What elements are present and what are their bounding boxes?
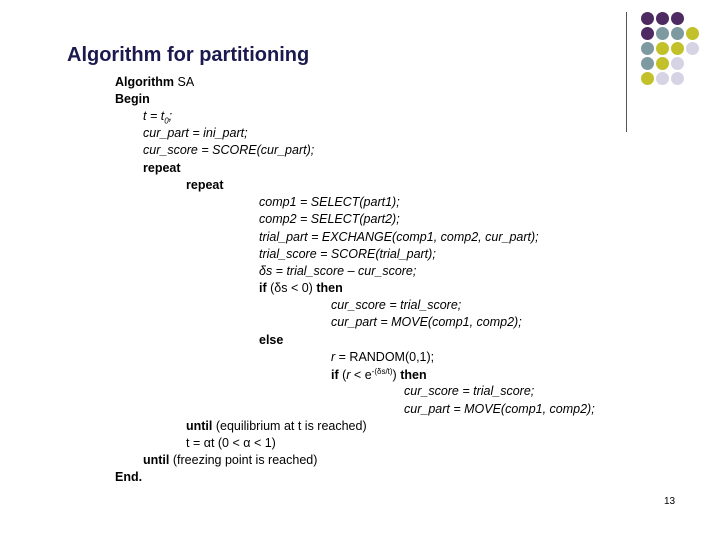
decor-dot bbox=[656, 72, 669, 85]
code-line: $t = t_0$; bbox=[143, 109, 173, 126]
decor-dot bbox=[686, 42, 699, 55]
code-line: trial_part = EXCHANGE(comp1, comp2, cur_part); bbox=[259, 230, 539, 244]
decor-dot bbox=[656, 27, 669, 40]
code-line: if (δs < 0) then bbox=[259, 281, 343, 295]
decor-dot bbox=[641, 57, 654, 70]
code-line: cur_part = ini_part; bbox=[143, 126, 248, 140]
code-line: Begin bbox=[115, 92, 150, 106]
code-line: cur_part = MOVE(comp1, comp2); bbox=[404, 402, 595, 416]
decor-dot bbox=[671, 57, 684, 70]
decor-dot bbox=[671, 12, 684, 25]
code-line: trial_score = SCORE(trial_part); bbox=[259, 247, 436, 261]
code-line: δs = trial_score – cur_score; bbox=[259, 264, 417, 278]
code-line: t = αt (0 < α < 1) bbox=[186, 436, 276, 450]
decor-dot bbox=[656, 12, 669, 25]
code-line: comp1 = SELECT(part1); bbox=[259, 195, 400, 209]
decor-dot bbox=[641, 42, 654, 55]
decor-dot bbox=[656, 57, 669, 70]
decor-dot bbox=[641, 12, 654, 25]
code-line: Algorithm SA bbox=[115, 75, 195, 89]
decor-dot bbox=[671, 72, 684, 85]
code-line: until (equilibrium at t is reached) bbox=[186, 419, 367, 433]
decor-dot bbox=[641, 27, 654, 40]
decor-dot bbox=[671, 27, 684, 40]
decor-dot bbox=[656, 42, 669, 55]
decor-dot bbox=[671, 42, 684, 55]
code-line: until (freezing point is reached) bbox=[143, 453, 318, 467]
code-line: repeat bbox=[186, 178, 224, 192]
code-line: comp2 = SELECT(part2); bbox=[259, 212, 400, 226]
code-line: cur_score = trial_score; bbox=[404, 384, 535, 398]
decor-dot bbox=[686, 27, 699, 40]
code-line: else bbox=[259, 333, 284, 347]
code-line: if $(r < e^{-(\delta s/t)})$ then bbox=[331, 367, 427, 383]
code-line: repeat bbox=[143, 161, 181, 175]
page-number: 13 bbox=[664, 496, 676, 507]
code-line: cur_part = MOVE(comp1, comp2); bbox=[331, 315, 522, 329]
page-title: Algorithm for partitioning bbox=[67, 44, 310, 66]
decor-dot bbox=[641, 72, 654, 85]
code-line: cur_score = SCORE(cur_part); bbox=[143, 143, 315, 157]
code-line: End. bbox=[115, 470, 143, 484]
code-line: cur_score = trial_score; bbox=[331, 298, 462, 312]
divider-line bbox=[626, 12, 627, 132]
code-line: r = RANDOM(0,1); bbox=[331, 350, 435, 364]
